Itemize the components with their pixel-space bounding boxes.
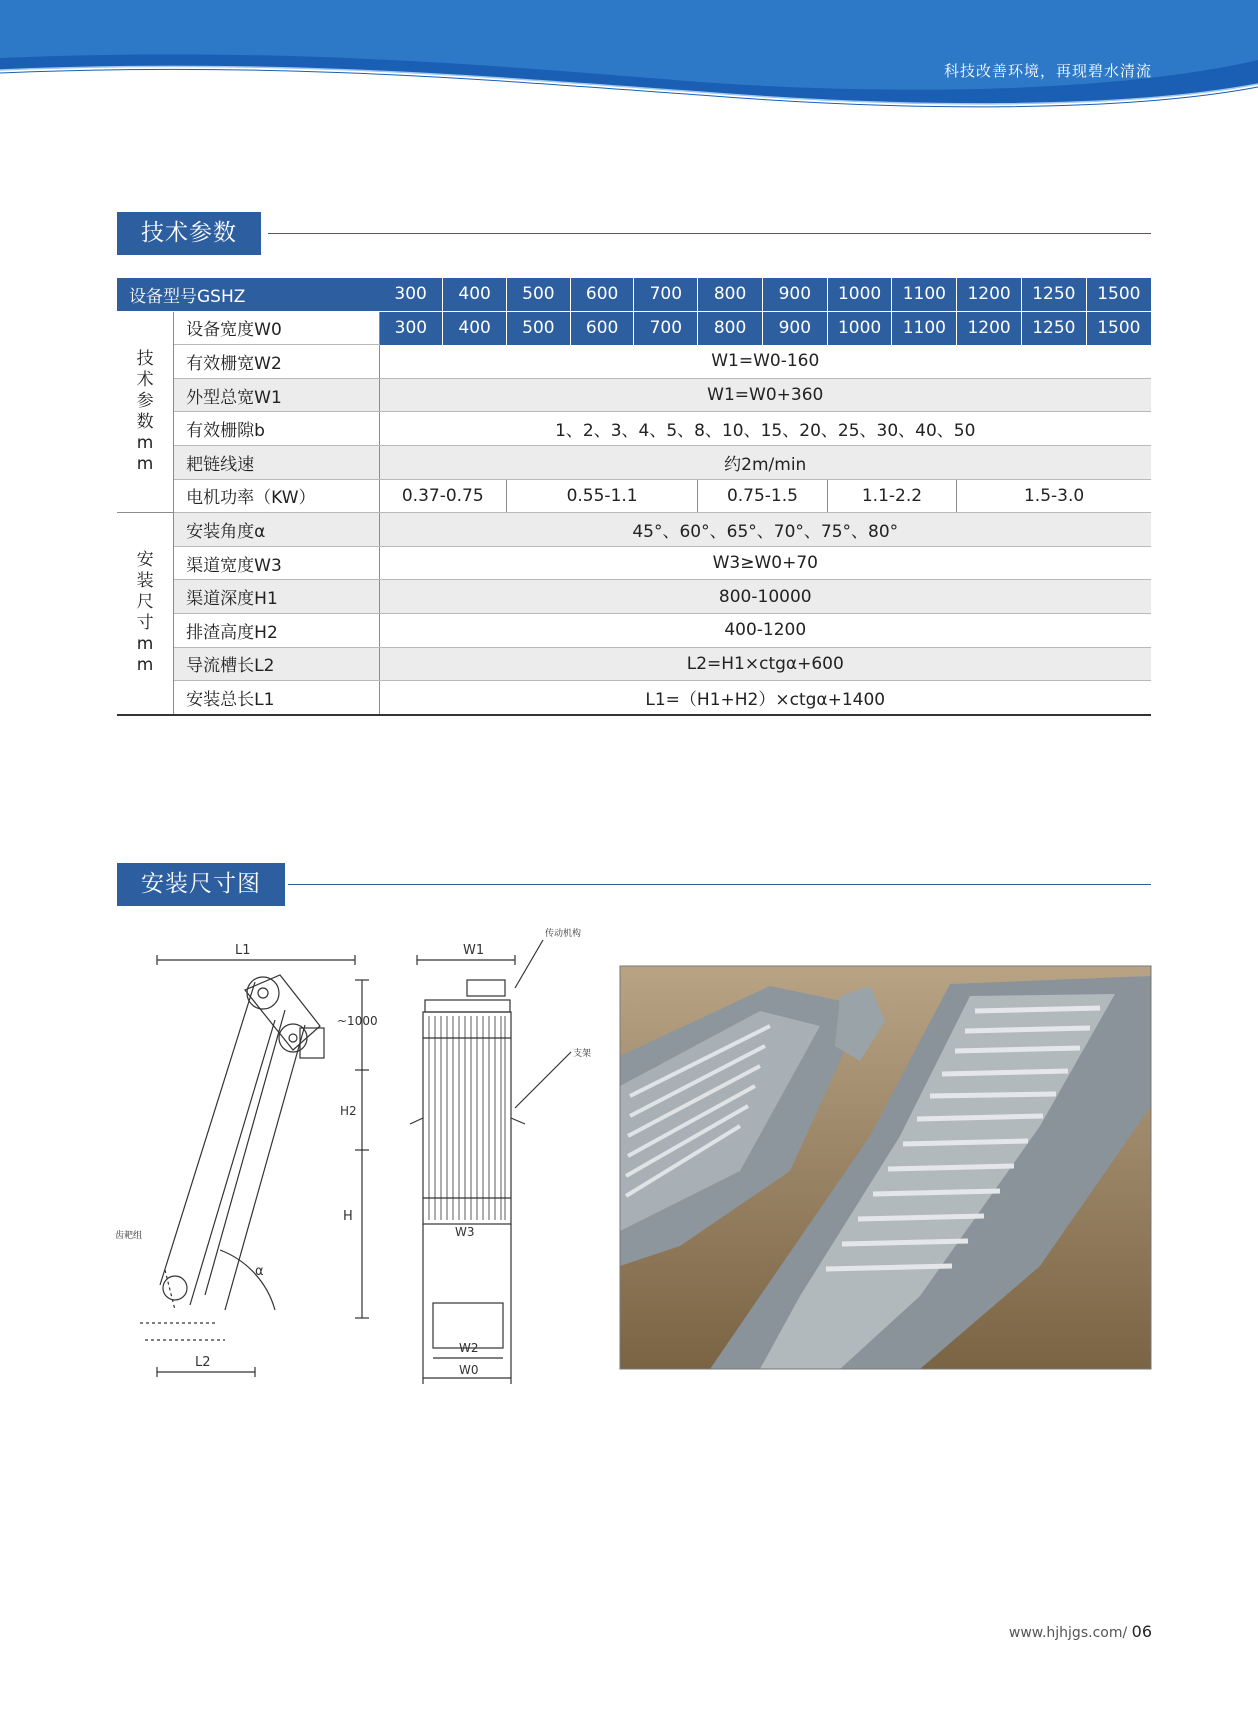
width-cell: 600 [570, 311, 634, 345]
table-row [117, 378, 1151, 412]
row-value: 约2m/min [379, 445, 1151, 479]
row-value: W3≥W0+70 [379, 546, 1151, 580]
table-header-row [117, 278, 1151, 311]
section-divider [288, 884, 1151, 885]
table-row [117, 613, 1151, 647]
model-cell: 300 [379, 278, 443, 311]
model-cell: 600 [570, 278, 634, 311]
width-cell: 500 [507, 311, 571, 345]
note-rake: 齿耙组 [115, 1231, 143, 1241]
model-cell: 1500 [1086, 278, 1151, 311]
table-row [117, 412, 1151, 446]
section-title-install: 安装尺寸图 [117, 863, 285, 906]
product-photo [620, 966, 1151, 1369]
width-cell: 800 [698, 311, 763, 345]
front-view-drawing [405, 918, 600, 1393]
model-cell: 1250 [1021, 278, 1086, 311]
row-value: W1=W0+360 [379, 378, 1151, 412]
table-row [117, 580, 1151, 614]
dim-H: H [343, 1209, 353, 1224]
model-cell: 800 [698, 278, 763, 311]
row-label: 排渣高度H2 [174, 613, 379, 647]
model-cell: 1000 [827, 278, 892, 311]
section-title-params: 技术参数 [117, 212, 261, 255]
row-label: 安装角度α [174, 513, 379, 547]
width-cell: 1000 [827, 311, 892, 345]
model-cell: 700 [634, 278, 698, 311]
row-label: 有效栅隙b [174, 412, 379, 446]
note-frame: 支架 [573, 1049, 592, 1059]
width-cell: 1250 [1021, 311, 1086, 345]
header-slogan: 科技改善环境，再现碧水清流 [943, 62, 1152, 80]
dim-W0: W0 [459, 1363, 479, 1377]
model-cell: 400 [443, 278, 507, 311]
dim-alpha: α [255, 1264, 264, 1279]
section-divider [268, 233, 1151, 234]
table-row [117, 681, 1151, 715]
page-number: 06 [1131, 1622, 1152, 1641]
power-cell: 1.5-3.0 [957, 479, 1151, 513]
footer [1009, 1622, 1152, 1641]
dim-L1: L1 [235, 943, 251, 958]
row-value: 45°、60°、65°、70°、75°、80° [379, 513, 1151, 547]
note-drive: 传动机构 [545, 929, 582, 939]
group-label-install: 安 装 尺 寸 m m [117, 513, 174, 715]
group-label-tech: 技 术 参 数 m m [117, 311, 174, 513]
table-row [117, 445, 1151, 479]
row-label: 有效栅宽W2 [174, 345, 379, 379]
row-value: L1=（H1+H2）×ctgα+1400 [379, 681, 1151, 715]
row-value: 400-1200 [379, 613, 1151, 647]
model-cell: 1200 [957, 278, 1022, 311]
dim-top: ~1000 [337, 1014, 378, 1028]
row-label: 设备宽度W0 [174, 311, 379, 345]
table-row [117, 513, 1151, 547]
width-cell: 900 [762, 311, 827, 345]
width-cell: 300 [379, 311, 443, 345]
row-value: W1=W0-160 [379, 345, 1151, 379]
dim-W3: W3 [455, 1225, 475, 1239]
width-cell: 1100 [892, 311, 957, 345]
table-row [117, 479, 1151, 513]
row-label: 安装总长L1 [174, 681, 379, 715]
dim-L2: L2 [195, 1355, 211, 1370]
row-label: 耙链线速 [174, 445, 379, 479]
header-wave [0, 0, 1258, 115]
row-value: 1、2、3、4、5、8、10、15、20、25、30、40、50 [379, 412, 1151, 446]
row-value: 800-10000 [379, 580, 1151, 614]
footer-url: www.hjhjgs.com/ [1008, 1625, 1128, 1641]
row-label: 电机功率（KW） [174, 479, 379, 513]
params-table [117, 278, 1151, 716]
width-cell: 400 [443, 311, 507, 345]
row-value: L2=H1×ctgα+600 [379, 647, 1151, 681]
model-cell: 500 [507, 278, 571, 311]
table-row [117, 345, 1151, 379]
dim-W1: W1 [463, 943, 485, 958]
dim-H2: H2 [340, 1104, 357, 1118]
row-label: 导流槽长L2 [174, 647, 379, 681]
dim-W2: W2 [459, 1341, 479, 1355]
power-cell: 0.37-0.75 [379, 479, 506, 513]
row-label: 渠道宽度W3 [174, 546, 379, 580]
table-row [117, 647, 1151, 681]
power-cell: 0.55-1.1 [507, 479, 698, 513]
model-cell: 1100 [892, 278, 957, 311]
table-row [117, 546, 1151, 580]
model-cell: 900 [762, 278, 827, 311]
width-cell: 700 [634, 311, 698, 345]
power-cell: 1.1-2.2 [827, 479, 957, 513]
row-label: 外型总宽W1 [174, 378, 379, 412]
model-label: 设备型号GSHZ [117, 278, 379, 311]
side-view-drawing [115, 930, 378, 1385]
table-row [117, 311, 1151, 345]
row-label: 渠道深度H1 [174, 580, 379, 614]
power-cell: 0.75-1.5 [698, 479, 828, 513]
width-cell: 1200 [957, 311, 1022, 345]
width-cell: 1500 [1086, 311, 1151, 345]
